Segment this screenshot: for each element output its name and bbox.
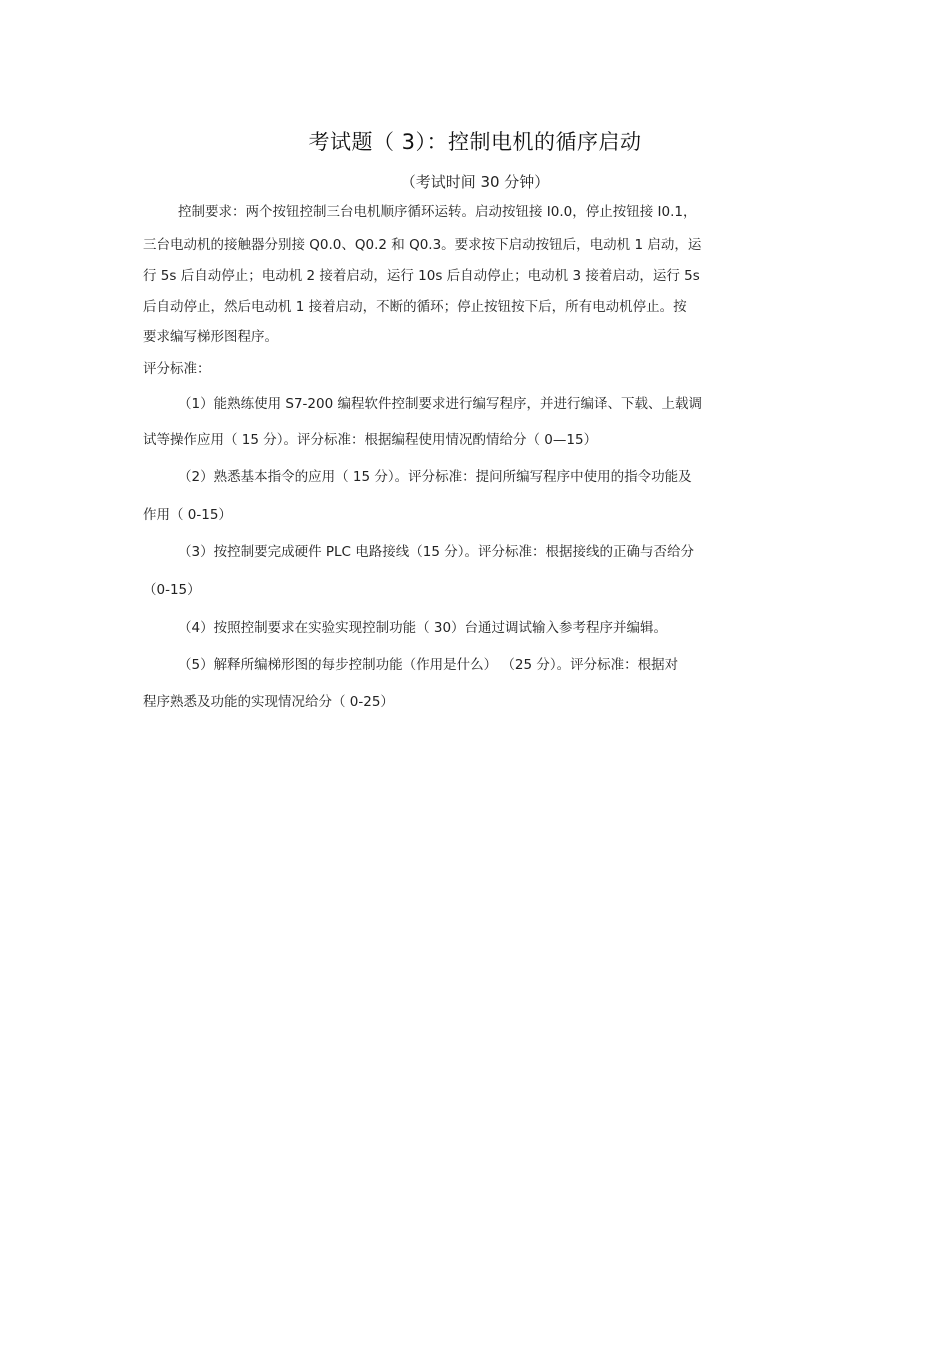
scoring-item: （1）能熟练使用 S7-200 编程软件控制要求进行编写程序，并进行编译、下载、上载调 xyxy=(178,396,702,412)
scoring-item: （2）熟悉基本指令的应用（ 15 分）。评分标准：提问所编写程序中使用的指令功能及 xyxy=(178,469,692,485)
requirement-line: 三台电动机的接触器分别接 Q0.0、Q0.2 和 Q0.3。要求按下启动按钮后，电动机 1 启动，运 xyxy=(143,237,702,253)
scoring-item: 程序熟悉及功能的实现情况给分（ 0-25） xyxy=(143,694,394,710)
scoring-heading: 评分标准： xyxy=(143,361,211,377)
exam-duration: （考试时间 30 分钟） xyxy=(400,173,550,191)
page-title: 考试题（ 3）：控制电机的循序启动 xyxy=(308,130,642,154)
scoring-item: 试等操作应用（ 15 分）。评分标准：根据编程使用情况酌情给分（ 0—15） xyxy=(143,432,598,448)
scoring-item: （5）解释所编梯形图的每步控制功能（作用是什么） （25 分）。评分标准：根据对 xyxy=(178,657,679,673)
scoring-item: （0-15） xyxy=(143,582,201,598)
requirement-line: 行 5s 后自动停止；电动机 2 接着启动，运行 10s 后自动停止；电动机 3 接着启动，运行 5s xyxy=(143,268,700,284)
scoring-item: 作用（ 0-15） xyxy=(143,507,232,523)
scoring-item: （3）按控制要完成硬件 PLC 电路接线（15 分）。评分标准：根据接线的正确与否给分 xyxy=(178,544,694,560)
requirement-line: 后自动停止，然后电动机 1 接着启动，不断的循环；停止按钮按下后，所有电动机停止。按 xyxy=(143,299,687,315)
requirement-line: 控制要求：两个按钮控制三台电机顺序循环运转。启动按钮接 I0.0，停止按钮接 I0.1， xyxy=(178,204,697,220)
requirement-line: 要求编写梯形图程序。 xyxy=(143,329,278,345)
scoring-item: （4）按照控制要求在实验实现控制功能（ 30）台通过调试输入参考程序并编辑。 xyxy=(178,620,668,636)
